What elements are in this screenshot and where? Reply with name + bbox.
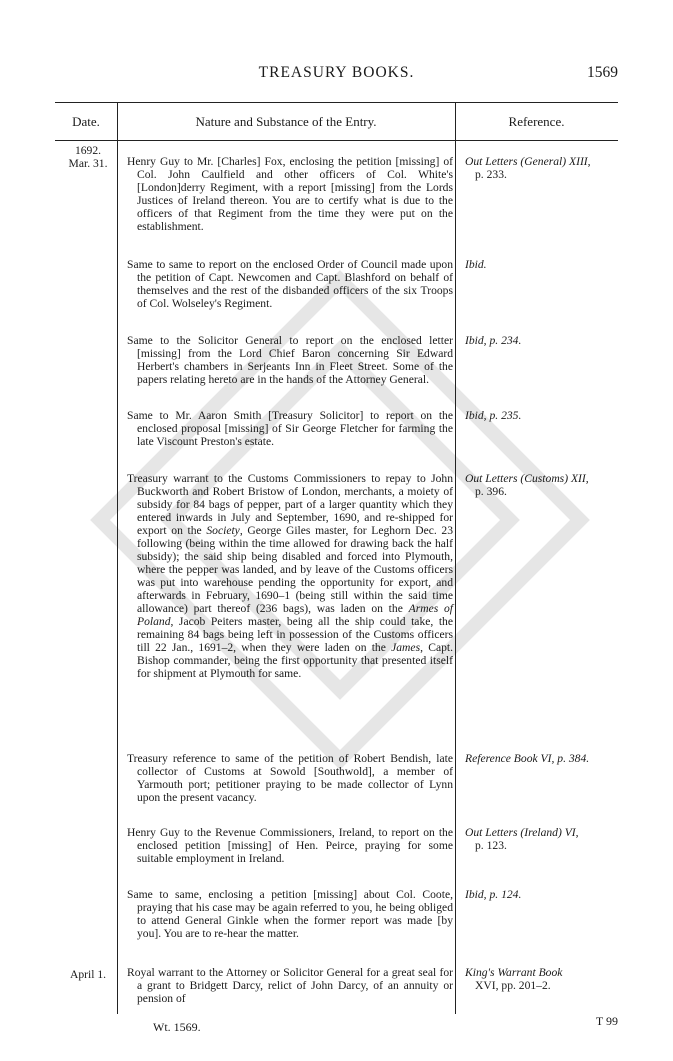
entry-reference	[465, 752, 623, 765]
entry-reference	[465, 409, 623, 422]
reference-line: Out Letters (Customs) XII,	[465, 472, 589, 485]
ship-name: James	[391, 641, 421, 654]
reference-line: Out Letters (General) XIII,	[465, 155, 591, 168]
entry-text-segment: Treasury warrant to the Customs Commissioners to repay to John Buckworth and Robert Bristow of London, merchants, a moiety of subsidy for 84 bags of pepper, part of a larger quantity which they entered inwards in July and September, 1690, and re-shipped for export on the	[127, 472, 453, 537]
ship-name: Society	[206, 524, 240, 537]
date-year: 1692.	[74, 144, 102, 157]
column-header-date: Date.	[72, 114, 100, 129]
entry-text-segment: , Jacob Peiters master, being all the ship could take, the remaining 84 bags being left in possession of the Customs officers till 22 Jan., 1691–2, when they were laden on the	[137, 615, 453, 654]
column-header-reference: Reference.	[508, 114, 565, 129]
entry-text: Royal warrant to the Attorney or Solicitor General for a great seal for a grant to Bridgett Darcy, relict of John Darcy, of an annuity or pension of	[127, 966, 453, 1005]
page-number: 1569	[587, 64, 618, 81]
entry-text: Same to Mr. Aaron Smith [Treasury Solicitor] to report on the enclosed proposal [missing] of Sir George Fletcher for farming the late Viscount Preston's estate.	[127, 409, 453, 448]
entry-reference	[465, 258, 623, 271]
entry-reference	[465, 826, 623, 852]
column-divider-reference	[455, 102, 456, 1014]
footer-signature: Wt. 1569.	[153, 1020, 201, 1034]
running-title: TREASURY BOOKS.	[258, 64, 415, 81]
column-divider-date	[117, 102, 118, 1014]
entry-text-segment: , George Giles master, for Leghorn Dec. 23 following (being within the time allowed for drawing back the half subsidy); the said ship being disabled and forced into Plymouth, where the pepper was landed, and by leave of the Customs officers was put into warehouse pending the opportunity for export, and afterwards in February, 1690–1 (being still within the said time allowance) part thereof (236 bags), was laden on the	[137, 524, 454, 615]
entry-text: Same to the Solicitor General to report on the enclosed letter [missing] from the Lord Chief Baron concerning Sir Edward Herbert's chambers in Serjeants Inn in Fleet Street. Some of the papers relating hereto are in the hands of the Attorney General.	[127, 334, 453, 386]
table-top-rule	[55, 102, 618, 103]
column-header-nature: Nature and Substance of the Entry.	[195, 114, 377, 129]
reference-line: Out Letters (Ireland) VI,	[465, 826, 579, 839]
reference-line: Ibid.	[465, 258, 487, 271]
entry-reference	[465, 888, 623, 901]
reference-line: p. 396.	[475, 485, 507, 498]
reference-line: King's Warrant Book	[465, 966, 563, 979]
entry-reference	[465, 155, 623, 181]
footer-mark: T 99	[595, 1014, 618, 1028]
entry-text: Same to same to report on the enclosed Order of Council made upon the petition of Capt. Newcomen and Capt. Blashford on behalf of themselves and the rest of the disbanded officers of the six Troops of Col. Wolseley's Regiment.	[127, 258, 453, 310]
reference-line: Ibid, p. 124.	[465, 888, 522, 901]
entry-reference	[465, 472, 623, 498]
entry-reference	[465, 966, 623, 992]
date-mar-31: Mar. 31.	[68, 157, 108, 170]
reference-line: XVI, pp. 201–2.	[475, 979, 551, 992]
reference-line: Ibid, p. 234.	[465, 334, 522, 347]
entry-reference	[465, 334, 623, 347]
entry-text-segment: , Capt. Bishop commander, being the first opportunity that presented itself for shipment at Plymouth for same.	[137, 641, 454, 680]
reference-line: Reference Book VI, p. 384.	[465, 752, 590, 765]
table-header-rule	[55, 140, 618, 141]
entry-text: Same to same, enclosing a petition [missing] about Col. Coote, praying that his case may be again referred to you, he being obliged to attend General Ginkle when the former report was made [by you]. You are to re-hear the matter.	[127, 888, 453, 940]
entry-text: Henry Guy to the Revenue Commissioners, Ireland, to report on the enclosed petition [missing] of Hen. Peirce, praying for some suitable employment in Ireland.	[127, 826, 453, 865]
entry-text: Treasury reference to same of the petition of Robert Bendish, late collector of Customs at Sowold [Southwold], a member of Yarmouth port; petitioner praying to be made collector of Lynn upon the present vacancy.	[127, 752, 453, 804]
entry-text: Henry Guy to Mr. [Charles] Fox, enclosing the petition [missing] of Col. John Caulfield and other officers of Col. White's [London]derry Regiment, with a report [missing] from the Lords Justices of Ireland thereon. You are to certify what is due to the officers of that Regiment from the time they were put on the establishment.	[127, 155, 453, 233]
reference-line: p. 233.	[475, 168, 507, 181]
entry-text	[127, 472, 453, 680]
date-april-1: April 1.	[69, 968, 107, 981]
reference-line: p. 123.	[475, 839, 507, 852]
ship-name: Armes of Poland	[137, 602, 453, 628]
reference-line: Ibid, p. 235.	[465, 409, 522, 422]
